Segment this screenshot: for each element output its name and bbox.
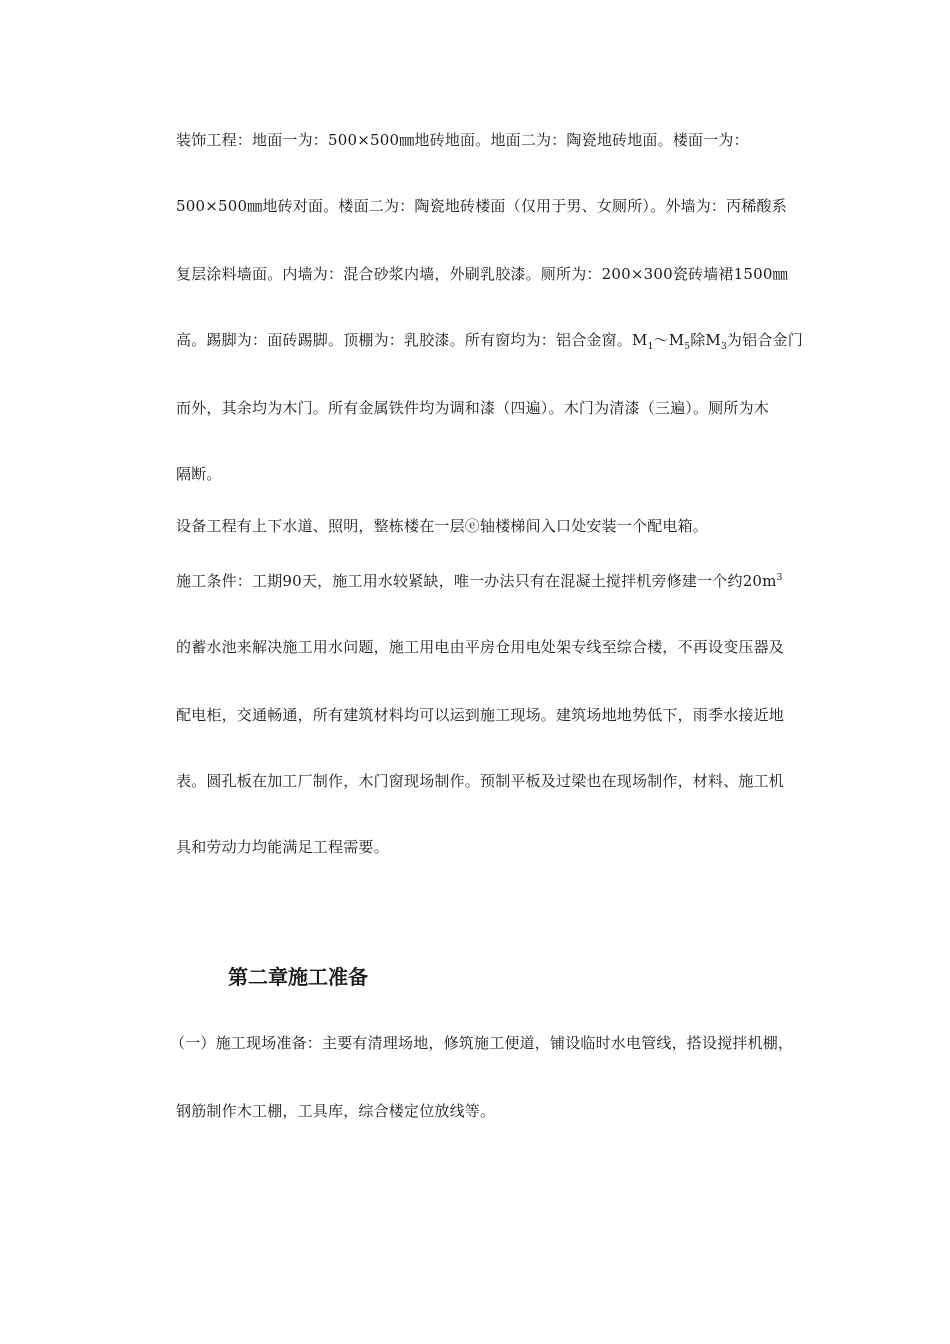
text-span: ～M — [653, 331, 685, 349]
text-span: 除M — [690, 331, 721, 349]
chapter-heading: 第二章施工准备 — [228, 965, 368, 989]
text-line: 500×500㎜地砖对面。楼面二为：陶瓷地砖楼面（仅用于男、女厕所）。外墙为：丙稀酸系 — [176, 197, 787, 215]
text-line: 装饰工程：地面一为：500×500㎜地砖地面。地面二为：陶瓷地砖地面。楼面一为： — [176, 131, 749, 149]
text-line — [176, 330, 803, 350]
text-line: 表。圆孔板在加工厂制作，木门窗现场制作。预制平板及过梁也在现场制作，材料、施工机 — [176, 772, 785, 790]
subscript: 5 — [684, 342, 691, 352]
text-line — [176, 571, 783, 591]
text-line: （一）施工现场准备：主要有清理场地，修筑施工便道，铺设临时水电管线，搭设搅拌机棚， — [170, 1034, 794, 1052]
superscript: 3 — [776, 573, 783, 583]
text-line: 具和劳动力均能满足工程需要。 — [176, 838, 389, 856]
text-line: 钢筋制作木工棚，工具库，综合楼定位放线等。 — [176, 1102, 496, 1120]
text-line: 的蓄水池来解决施工用水问题，施工用电由平房仓用电处架专线至综合楼，不再设变压器及 — [176, 638, 785, 656]
text-line: 设备工程有上下水道、照明，整栋楼在一层ⓔ轴楼梯间入口处安装一个配电箱。 — [176, 517, 709, 535]
text-span: 施工条件：工期90天，施工用水较紧缺，唯一办法只有在混凝土搅拌机旁修建一个约20m — [176, 572, 777, 590]
text-line: 而外，其余均为木门。所有金属铁件均为调和漆（四遍）。木门为清漆（三遍）。厕所为木 — [176, 399, 770, 417]
text-line: 隔断。 — [176, 465, 222, 483]
text-span: 为铝合金门 — [726, 331, 803, 349]
text-line: 复层涂料墙面。内墙为：混合砂浆内墙，外刷乳胶漆。厕所为：200×300瓷砖墙裙1500㎜ — [176, 265, 788, 283]
subscript: 1 — [647, 342, 654, 352]
text-span: M — [632, 331, 648, 349]
subscript: 3 — [720, 342, 727, 352]
text-line: 配电柜，交通畅通，所有建筑材料均可以运到施工现场。建筑场地地势低下，雨季水接近地 — [176, 706, 785, 724]
text-span: 高。踢脚为：面砖踢脚。顶棚为：乳胶漆。所有窗均为：铝合金窗。 — [176, 331, 633, 349]
